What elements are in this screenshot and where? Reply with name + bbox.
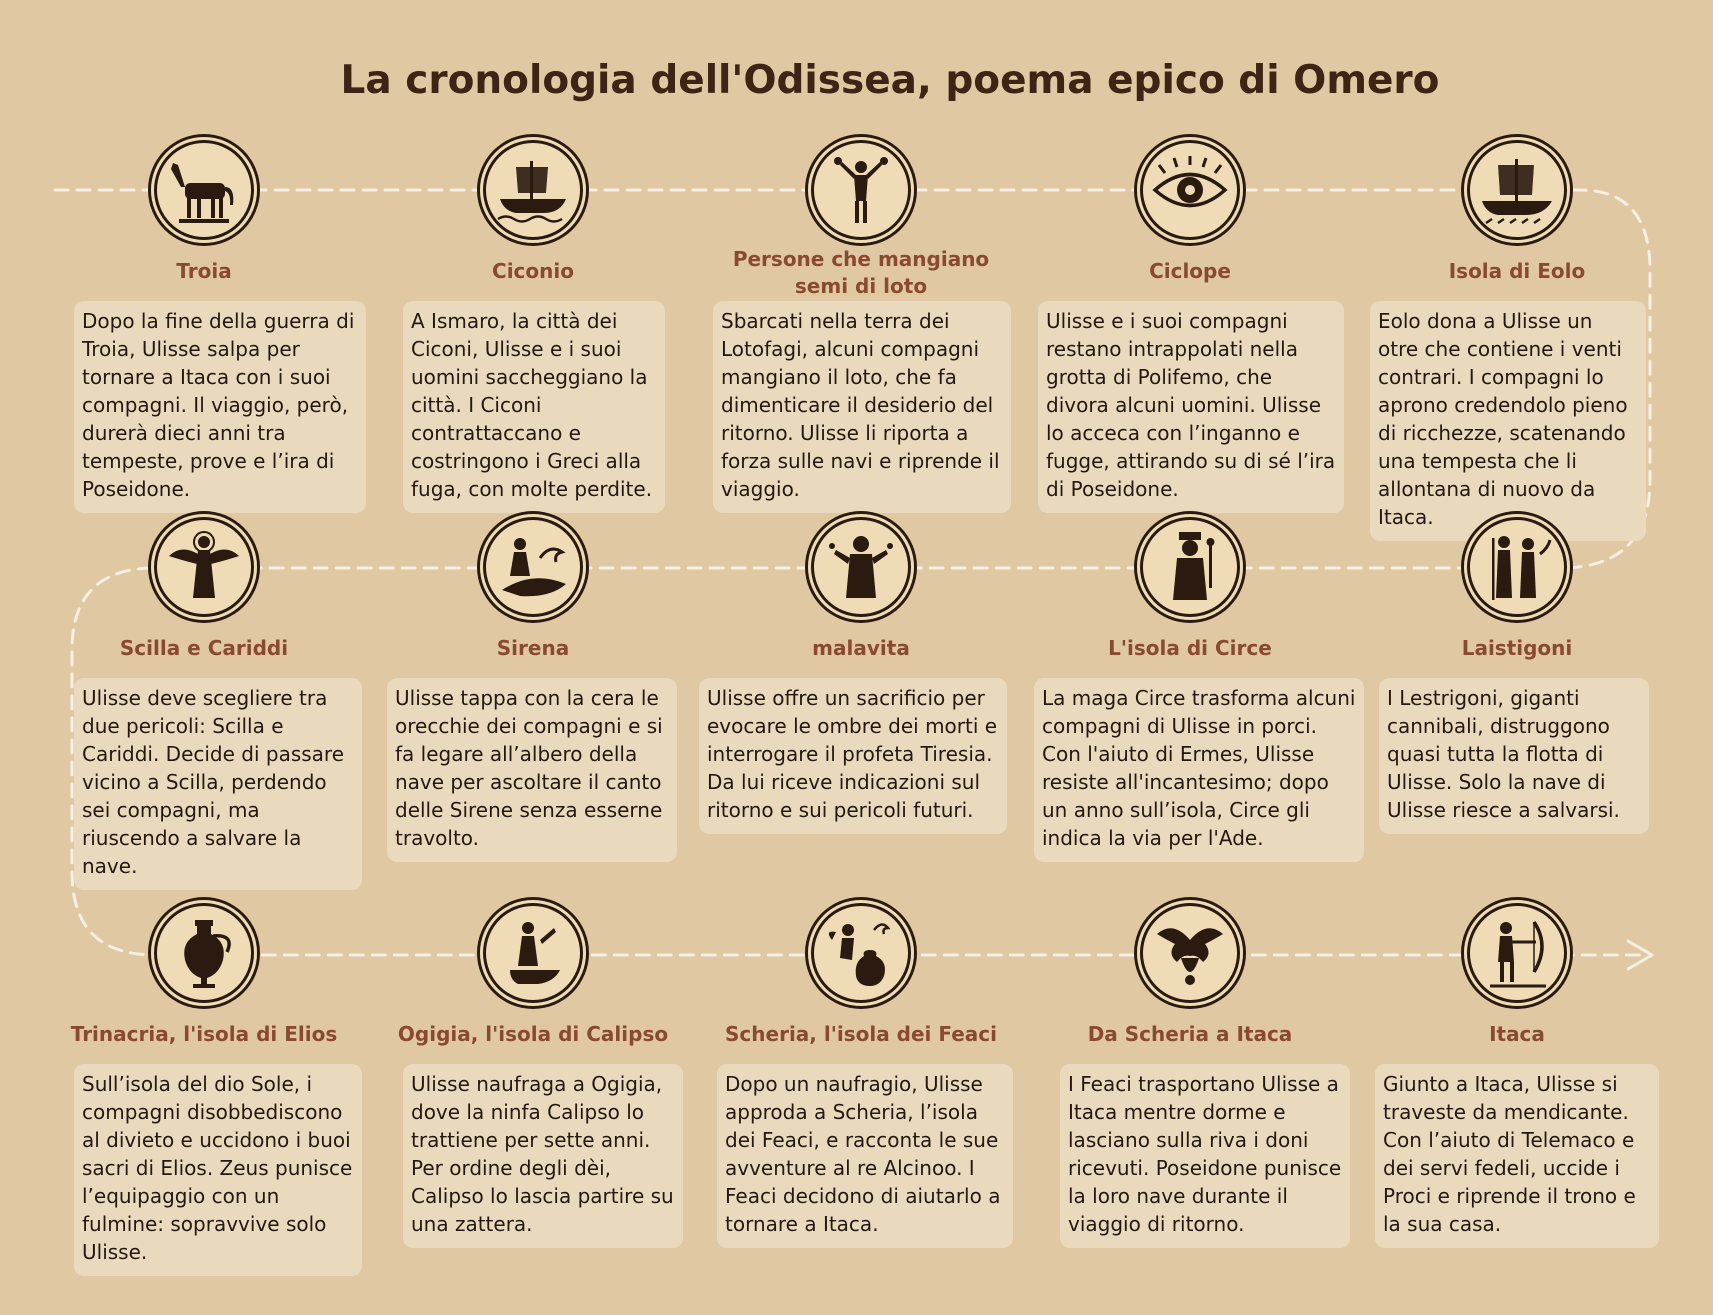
bag-of-winds-icon	[808, 900, 914, 1006]
siren-icon	[480, 514, 586, 620]
event-label: Persone che mangiano semi di loto	[732, 247, 990, 298]
eye-icon	[1137, 137, 1243, 243]
event-description: Dopo un naufragio, Ulisse approda a Scheria, l’isola dei Feaci, e racconta le sue avventure al re Alcinoo. I Feaci decidono di aiutarlo a tornare a Itaca.	[717, 1064, 1013, 1248]
event-label: Ogigia, l'isola di Calipso	[397, 1022, 669, 1046]
circe-icon	[1137, 514, 1243, 620]
event-description: Dopo la fine della guerra di Troia, Ulisse salpa per tornare a Itaca con i suoi compagni. Il viaggio, però, durerà dieci anni tra tempeste, prove e l’ira di Poseidone.	[74, 301, 366, 513]
medallion	[808, 514, 914, 620]
medallion	[480, 900, 586, 1006]
event-label: L'isola di Circe	[1108, 636, 1272, 660]
event-description: Ulisse tappa con la cera le orecchie dei compagni e si fa legare all’albero della nave per ascoltare il canto delle Sirene senza esserne travolto.	[387, 678, 677, 862]
medallion	[480, 137, 586, 243]
event-description: Eolo dona a Ulisse un otre che contiene i venti contrari. I compagni lo aprono credendolo pieno di ricchezze, scatenando una tempesta che li allontana di nuovo da Itaca.	[1370, 301, 1646, 541]
medallion	[808, 900, 914, 1006]
page-title: La cronologia dell'Odissea, poema epico di Omero	[340, 58, 1440, 103]
event-label: Troia	[176, 259, 232, 283]
event-description: Sbarcati nella terra dei Lotofagi, alcuni compagni mangiano il loto, che fa dimenticare il desiderio del ritorno. Ulisse li riporta a forza sulle navi e riprende il viaggio.	[713, 301, 1011, 513]
amphora-icon	[151, 900, 257, 1006]
event-label: Itaca	[1489, 1022, 1545, 1046]
twin-dragons-icon	[1137, 900, 1243, 1006]
event-label: malavita	[812, 636, 910, 660]
medallion	[1137, 514, 1243, 620]
medallion	[1464, 137, 1570, 243]
archer-icon	[1464, 900, 1570, 1006]
medallion	[1464, 900, 1570, 1006]
medallion	[1137, 137, 1243, 243]
event-label: Trinacria, l'isola di Elios	[70, 1022, 338, 1046]
event-description: A Ismaro, la città dei Ciconi, Ulisse e i suoi uomini saccheggiano la città. I Ciconi contrattaccano e costringono i Greci alla fuga, con molte perdite.	[403, 301, 665, 513]
event-label: Laistigoni	[1461, 636, 1573, 660]
lotus-eater-icon	[808, 137, 914, 243]
event-label: Sirena	[496, 636, 570, 660]
event-description: Ulisse offre un sacrificio per evocare le ombre dei morti e interrogare il profeta Tiresia. Da lui riceve indicazioni sul ritorno e sui pericoli futuri.	[699, 678, 1007, 834]
event-label: Ciclope	[1149, 259, 1231, 283]
medallion	[1137, 900, 1243, 1006]
medallion	[480, 514, 586, 620]
event-description: Sull’isola del dio Sole, i compagni disobbediscono al divieto e uccidono i buoi sacri di Elios. Zeus punisce l’equipaggio con un fulmine: sopravvive solo Ulisse.	[74, 1064, 362, 1276]
medallion	[151, 137, 257, 243]
event-description: Ulisse naufraga a Ogigia, dove la ninfa Calipso lo trattiene per sette anni. Per ordine degli dèi, Calipso lo lascia partire su una zattera.	[403, 1064, 683, 1248]
event-description: Giunto a Itaca, Ulisse si traveste da mendicante. Con l’aiuto di Telemaco e dei servi fedeli, uccide i Proci e riprende il trono e la sua casa.	[1375, 1064, 1659, 1248]
medallion	[808, 137, 914, 243]
ship-icon	[480, 137, 586, 243]
calypso-icon	[480, 900, 586, 1006]
event-label: Scheria, l'isola dei Feaci	[725, 1022, 997, 1046]
medallion	[151, 900, 257, 1006]
two-figures-icon	[1464, 514, 1570, 620]
horse-icon	[151, 137, 257, 243]
winged-figure-icon	[151, 514, 257, 620]
shade-figure-icon	[808, 514, 914, 620]
event-description: Ulisse e i suoi compagni restano intrappolati nella grotta di Polifemo, che divora alcuni uomini. Ulisse lo acceca con l’inganno e fugge, attirando su di sé l’ira di Poseidone.	[1038, 301, 1344, 513]
event-description: La maga Circe trasforma alcuni compagni di Ulisse in porci. Con l'aiuto di Ermes, Ulisse resiste all'incantesimo; dopo un anno sull’isola, Circe gli indica la via per l'Ade.	[1034, 678, 1364, 862]
medallion	[151, 514, 257, 620]
ship-icon	[1464, 137, 1570, 243]
event-label: Ciconio	[492, 259, 574, 283]
event-description: I Lestrigoni, giganti cannibali, distruggono quasi tutta la flotta di Ulisse. Solo la nave di Ulisse riesce a salvarsi.	[1379, 678, 1649, 834]
event-description: Ulisse deve scegliere tra due pericoli: Scilla e Cariddi. Decide di passare vicino a Scilla, perdendo sei compagni, ma riuscendo a salvare la nave.	[74, 678, 362, 890]
medallion	[1464, 514, 1570, 620]
event-label: Da Scheria a Itaca	[1087, 1022, 1293, 1046]
event-label: Isola di Eolo	[1448, 259, 1586, 283]
event-label: Scilla e Cariddi	[119, 636, 289, 660]
event-description: I Feaci trasportano Ulisse a Itaca mentre dorme e lasciano sulla riva i doni ricevuti. Poseidone punisce la loro nave durante il viaggio di ritorno.	[1060, 1064, 1350, 1248]
